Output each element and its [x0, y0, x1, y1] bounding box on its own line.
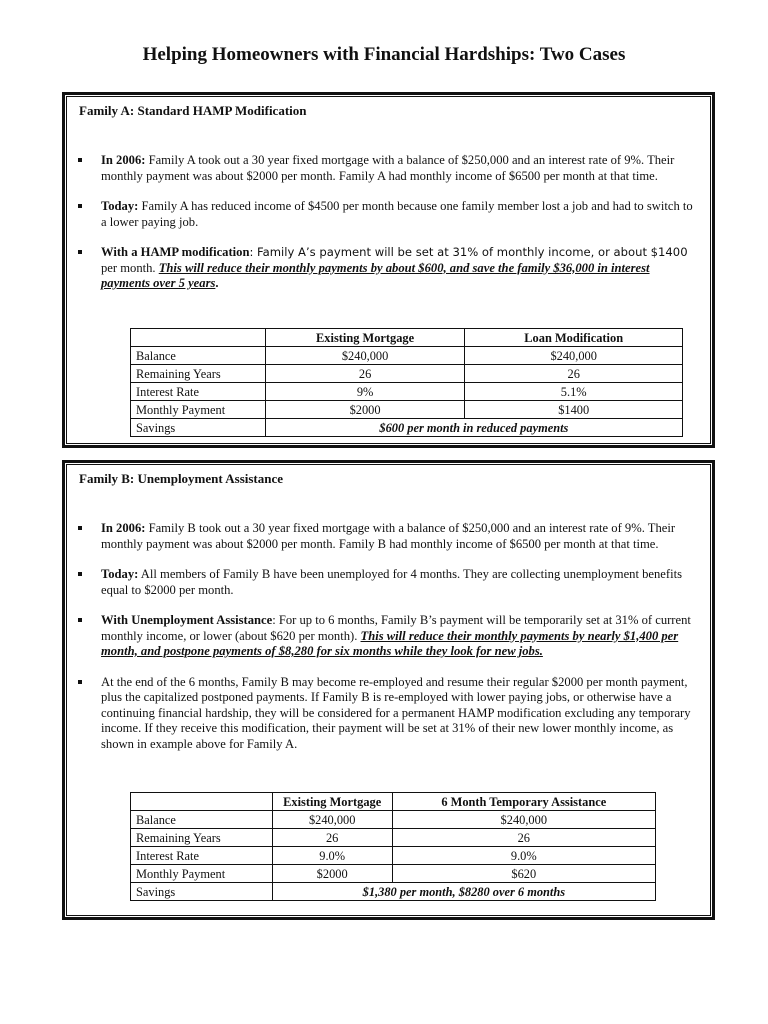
- table-header-cell: [131, 329, 266, 347]
- table-cell: 9.0%: [272, 847, 392, 865]
- family-a-heading: Family A: Standard HAMP Modification: [79, 103, 307, 118]
- table-header-cell: Existing Mortgage: [265, 329, 465, 347]
- table-header-row: [131, 793, 656, 811]
- family-b-bullet-2006: [65, 521, 712, 552]
- table-cell: 26: [392, 829, 655, 847]
- family-a-bullet-today: [65, 199, 712, 230]
- table-header-cell: [131, 793, 273, 811]
- table-cell: Balance: [131, 811, 273, 829]
- bullet-icon: [78, 250, 82, 254]
- bullet-lead: Today:: [101, 199, 139, 213]
- table-cell: Remaining Years: [131, 365, 266, 383]
- bullet-lead: With a HAMP modification: [101, 245, 250, 259]
- bullet-text: Family B took out a 30 year fixed mortgage with a balance of $250,000 and an interest rate of 9%. Their monthly payment was about $2000 per month. Family B had monthly income of $6500 per month at that time.: [101, 521, 676, 551]
- table-cell: Interest Rate: [131, 847, 273, 865]
- family-a-bullet-list: [65, 153, 712, 292]
- page-title: Helping Homeowners with Financial Hardships: Two Cases: [142, 44, 626, 65]
- table-header-cell: Existing Mortgage: [272, 793, 392, 811]
- table-row: [131, 383, 683, 401]
- table-header-cell: 6 Month Temporary Assistance: [392, 793, 655, 811]
- savings-value: $600 per month in reduced payments: [265, 419, 682, 437]
- bullet-text: Family A has reduced income of $4500 per month because one family member lost a job and had to switch to a lower paying job.: [101, 199, 693, 229]
- family-b-table: [130, 792, 656, 901]
- table-cell: 26: [272, 829, 392, 847]
- bullet-icon: [78, 618, 82, 622]
- family-b-heading: Family B: Unemployment Assistance: [79, 471, 284, 486]
- family-b-section: [62, 460, 715, 920]
- bullet-text: Family A took out a 30 year fixed mortgage with a balance of $250,000 and an interest rate of 9%. Their monthly payment was about $2000 per month. Family A had monthly income of $6500 per month at that time.: [101, 153, 675, 183]
- table-row: [131, 811, 656, 829]
- bullet-icon: [78, 572, 82, 576]
- family-b-bullet-assistance: [65, 613, 712, 660]
- family-a-section: [62, 92, 715, 448]
- bullet-icon: [78, 680, 82, 684]
- table-cell: 26: [465, 365, 683, 383]
- table-cell: $2000: [265, 401, 465, 419]
- bullet-text: : For up to 6 months, Family B’s payment will be temporarily set at 31% of current monthly income, or lower (about $620 per month).: [101, 613, 691, 643]
- table-cell: $240,000: [465, 347, 683, 365]
- bullet-lead: In 2006:: [101, 153, 146, 167]
- bullet-lead: In 2006:: [101, 521, 146, 535]
- family-b-bullet-list: [65, 521, 712, 752]
- table-cell: 26: [265, 365, 465, 383]
- table-cell: Balance: [131, 347, 266, 365]
- table-cell: $240,000: [272, 811, 392, 829]
- table-savings-row: [131, 883, 656, 901]
- bullet-icon: [78, 158, 82, 162]
- bullet-text: At the end of the 6 months, Family B may become re-employed and resume their regular $2000 per month payment, plus the capitalized postponed payments. If Family B is re-employed with lower paying jobs, or otherwise have a continuing financial hardship, they will be considered for a permanent HAMP modification excluding any temporary income. If they receive this modification, their payment will be set at 31% of their new lower monthly income, as shown in example above for Family A.: [101, 674, 691, 751]
- table-header-cell: Loan Modification: [465, 329, 683, 347]
- table-cell: Interest Rate: [131, 383, 266, 401]
- table-cell: $240,000: [265, 347, 465, 365]
- table-header-row: [131, 329, 683, 347]
- family-b-bullet-end: [65, 675, 712, 753]
- table-cell: Monthly Payment: [131, 401, 266, 419]
- bullet-emphasis: This will reduce their monthly payments by nearly $1,400 per month, and postpone payments of $8,280 for six months while they look for new jobs.: [101, 628, 679, 658]
- table-row: [131, 829, 656, 847]
- family-a-table: [130, 328, 683, 437]
- bullet-lead: Today:: [101, 567, 139, 581]
- table-row: [131, 347, 683, 365]
- savings-value: $1,380 per month, $8280 over 6 months: [272, 883, 655, 901]
- bullet-text: per month.: [101, 260, 159, 275]
- table-cell: Remaining Years: [131, 829, 273, 847]
- table-cell: 9.0%: [392, 847, 655, 865]
- table-row: [131, 401, 683, 419]
- table-savings-row: [131, 419, 683, 437]
- table-cell: $620: [392, 865, 655, 883]
- bullet-tail: .: [215, 276, 219, 290]
- table-cell: $1400: [465, 401, 683, 419]
- bullet-lead: With Unemployment Assistance: [101, 613, 273, 627]
- family-b-bullet-today: [65, 567, 712, 598]
- bullet-icon: [78, 526, 82, 530]
- table-row: [131, 365, 683, 383]
- family-a-bullet-2006: [65, 153, 712, 184]
- bullet-emphasis: This will reduce their monthly payments by about $600, and save the family $36,000 in interest payments over 5 years: [101, 260, 650, 290]
- table-cell: 9%: [265, 383, 465, 401]
- savings-label: Savings: [131, 419, 266, 437]
- table-cell: 5.1%: [465, 383, 683, 401]
- table-row: [131, 847, 656, 865]
- table-cell: $2000: [272, 865, 392, 883]
- bullet-text: All members of Family B have been unemployed for 4 months. They are collecting unemployment benefits equal to $2000 per month.: [101, 567, 682, 597]
- savings-label: Savings: [131, 883, 273, 901]
- table-cell: $240,000: [392, 811, 655, 829]
- table-row: [131, 865, 656, 883]
- bullet-icon: [78, 204, 82, 208]
- table-cell: Monthly Payment: [131, 865, 273, 883]
- bullet-text-mono: : Family A’s payment will be set at 31% of monthly income, or about $1400: [249, 245, 688, 259]
- family-a-bullet-hamp: [65, 245, 712, 292]
